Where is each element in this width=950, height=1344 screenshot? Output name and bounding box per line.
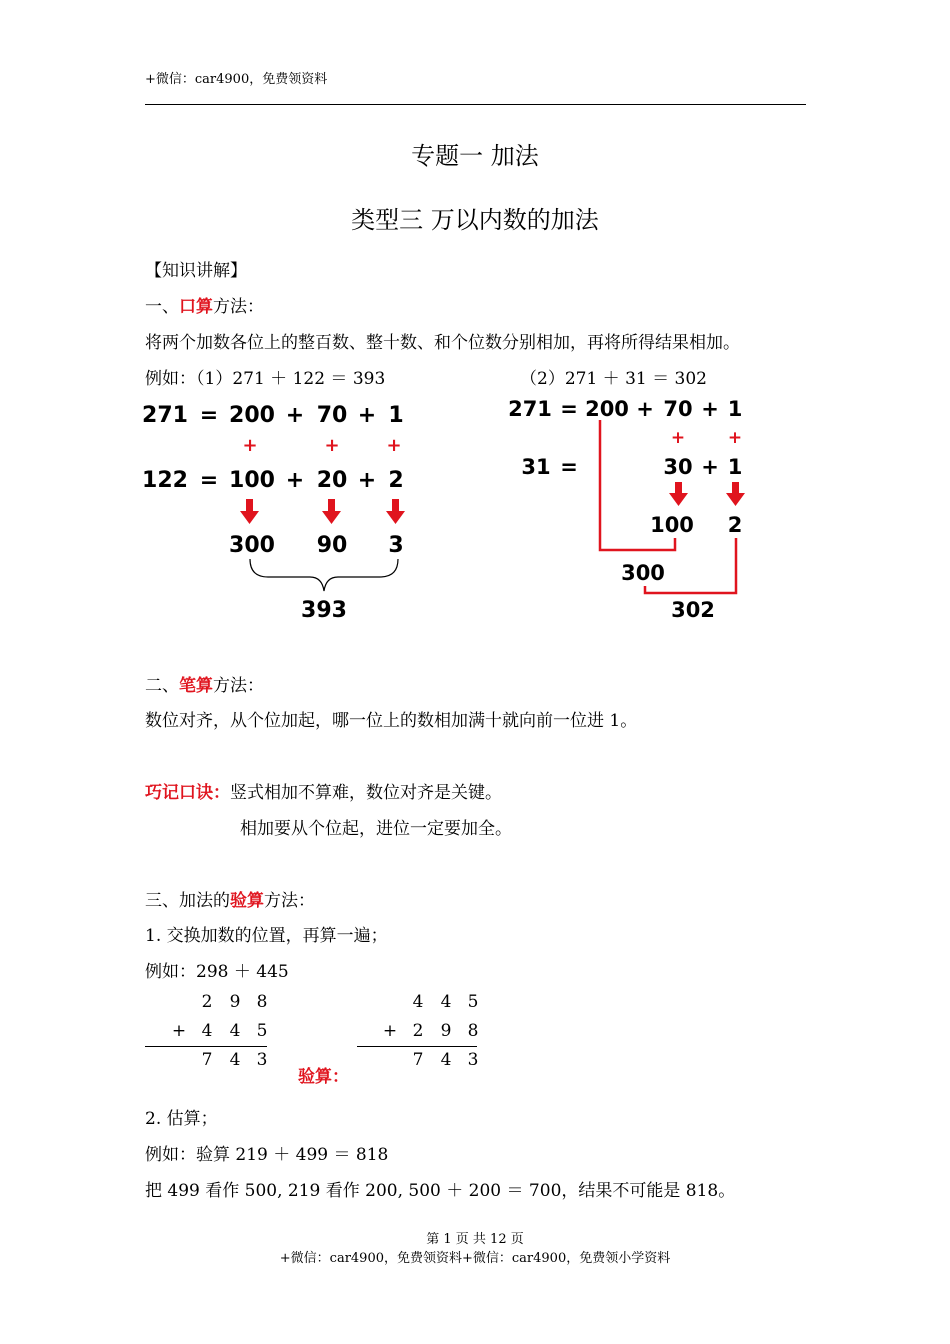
mnemonic-text1: 竖式相加不算难，数位对齐是关键。	[230, 783, 502, 803]
d1-r1-3: +	[285, 403, 305, 428]
d1-plus-2: +	[386, 435, 402, 456]
v2-result-0: 7	[412, 1050, 424, 1070]
page-subtitle: 类型三 万以内数的加法	[351, 206, 599, 234]
section1-suffix: 方法：	[213, 297, 264, 317]
v2-line	[357, 1046, 477, 1047]
d1-arrow-0	[240, 499, 259, 524]
d2-sum1: 300	[621, 561, 665, 585]
section2-suffix: 方法：	[213, 676, 264, 696]
d1-arrow-2	[386, 499, 405, 524]
v2-bottom-1: 9	[440, 1021, 452, 1041]
d2-res-0: 100	[650, 513, 694, 537]
vertical-addition-1	[145, 990, 270, 1080]
mnemonic-line2: 相加要从个位起，进位一定要加全。	[240, 819, 512, 839]
knowledge-label: 【知识讲解】	[145, 261, 247, 281]
d2-r1-3: +	[636, 397, 654, 421]
d2-plus-0: +	[670, 428, 686, 448]
v2-result-1: 4	[440, 1050, 452, 1070]
method2: 2. 估算；	[145, 1109, 218, 1129]
v1-bottom-0: 4	[201, 1021, 213, 1041]
section3-highlight: 验算	[230, 891, 264, 911]
section1-highlight: 口算	[179, 297, 213, 317]
d2-r2-4: 1	[727, 455, 743, 479]
v2-top-1: 4	[440, 992, 452, 1012]
d2-r2-2: 30	[663, 455, 693, 479]
d2-r1-6: 1	[727, 397, 743, 421]
page-footer: +微信：car4900，免费领资料+微信：car4900，免费领小学资料	[279, 1251, 671, 1266]
v2-top-0: 4	[412, 992, 424, 1012]
v1-result-2: 3	[256, 1050, 268, 1070]
v2-bottom-0: 2	[412, 1021, 424, 1041]
d2-total: 302	[671, 598, 715, 622]
section1-prefix: 一、	[145, 297, 179, 317]
v1-top-1: 9	[229, 992, 241, 1012]
section3-prefix: 三、加法的	[145, 891, 230, 911]
d2-arrow-0	[669, 482, 688, 506]
vertical-addition-2	[357, 990, 482, 1080]
d1-arrow-1	[322, 499, 341, 524]
d1-res-1: 90	[316, 533, 348, 558]
d2-r2-3: +	[701, 455, 719, 479]
diagram2	[505, 390, 765, 625]
d2-r1-5: +	[701, 397, 719, 421]
d1-res-2: 3	[388, 533, 404, 558]
d2-res-1: 2	[727, 513, 743, 537]
example2-label: 例如：298 ＋ 445	[145, 962, 289, 982]
v2-bottom-2: 8	[467, 1021, 479, 1041]
diagram1	[140, 395, 430, 630]
d2-r1-2: 200	[585, 397, 629, 421]
d1-r1-0: 271	[142, 403, 188, 428]
v2-top-2: 5	[467, 992, 479, 1012]
section2-highlight: 笔算	[179, 676, 213, 696]
d1-total: 393	[301, 598, 347, 623]
d1-r1-1: =	[199, 403, 219, 428]
d2-r1-4: 70	[663, 397, 693, 421]
example1-label: 例如：（1）271 ＋ 122 ＝ 393	[145, 369, 386, 389]
d2-r2-1: =	[560, 455, 578, 479]
v1-bottom-2: 5	[256, 1021, 268, 1041]
header-rule	[145, 104, 806, 105]
page-title: 专题一 加法	[411, 142, 539, 170]
d2-r2-0: 31	[521, 455, 551, 479]
d1-r2-5: +	[357, 468, 377, 493]
section3-suffix: 方法：	[264, 891, 315, 911]
d1-r2-6: 2	[388, 468, 404, 493]
section1-description: 将两个加数各位上的整百数、整十数、和个位数分别相加，再将所得结果相加。	[145, 333, 740, 353]
d1-r1-6: 1	[388, 403, 404, 428]
d2-plus-1: +	[727, 428, 743, 448]
d1-r2-0: 122	[142, 468, 188, 493]
section2-heading	[145, 671, 264, 696]
v1-result-0: 7	[201, 1050, 213, 1070]
page-header: +微信：car4900，免费领资料	[145, 72, 328, 87]
v2-op: +	[382, 1021, 398, 1041]
d2-down-arrows	[669, 482, 745, 506]
section3-heading	[145, 886, 315, 911]
d1-r1-4: 70	[316, 403, 348, 428]
d2-r1-0: 271	[508, 397, 552, 421]
v2-result-2: 3	[467, 1050, 479, 1070]
v1-top-0: 2	[201, 992, 213, 1012]
d1-r1-2: 200	[229, 403, 275, 428]
mnemonic-line1	[145, 778, 502, 803]
example3-label: 例如：验算 219 ＋ 499 ＝ 818	[145, 1145, 389, 1165]
d1-res-0: 300	[229, 533, 275, 558]
mnemonic-label: 巧记口诀：	[145, 783, 230, 803]
v1-line	[145, 1046, 267, 1047]
v1-op: +	[171, 1021, 187, 1041]
d1-down-arrows	[240, 499, 405, 524]
section2-prefix: 二、	[145, 676, 179, 696]
d1-r2-2: 100	[229, 468, 275, 493]
v1-result-1: 4	[229, 1050, 241, 1070]
d1-r2-1: =	[199, 468, 219, 493]
v1-bottom-1: 4	[229, 1021, 241, 1041]
d1-r1-5: +	[357, 403, 377, 428]
d2-arrow-1	[726, 482, 745, 506]
page-number: 第 1 页 共 12 页	[426, 1232, 524, 1247]
d1-plus-1: +	[324, 435, 340, 456]
example1-label2: （2）271 ＋ 31 ＝ 302	[520, 369, 707, 389]
d1-r2-3: +	[285, 468, 305, 493]
d1-brace	[250, 559, 398, 591]
d2-r1-1: =	[560, 397, 578, 421]
estimate-text: 把 499 看作 500, 219 看作 200, 500 ＋ 200 ＝ 700，结果不可能是 818。	[145, 1181, 736, 1201]
method1: 1. 交换加数的位置，再算一遍；	[145, 926, 388, 946]
v1-top-2: 8	[256, 992, 268, 1012]
section2-description: 数位对齐，从个位加起，哪一位上的数相加满十就向前一位进 1。	[145, 711, 638, 731]
check-label: 验算：	[298, 1067, 349, 1087]
d1-r2-4: 20	[316, 468, 348, 493]
d1-plus-0: +	[242, 435, 258, 456]
section1-heading	[145, 292, 264, 317]
